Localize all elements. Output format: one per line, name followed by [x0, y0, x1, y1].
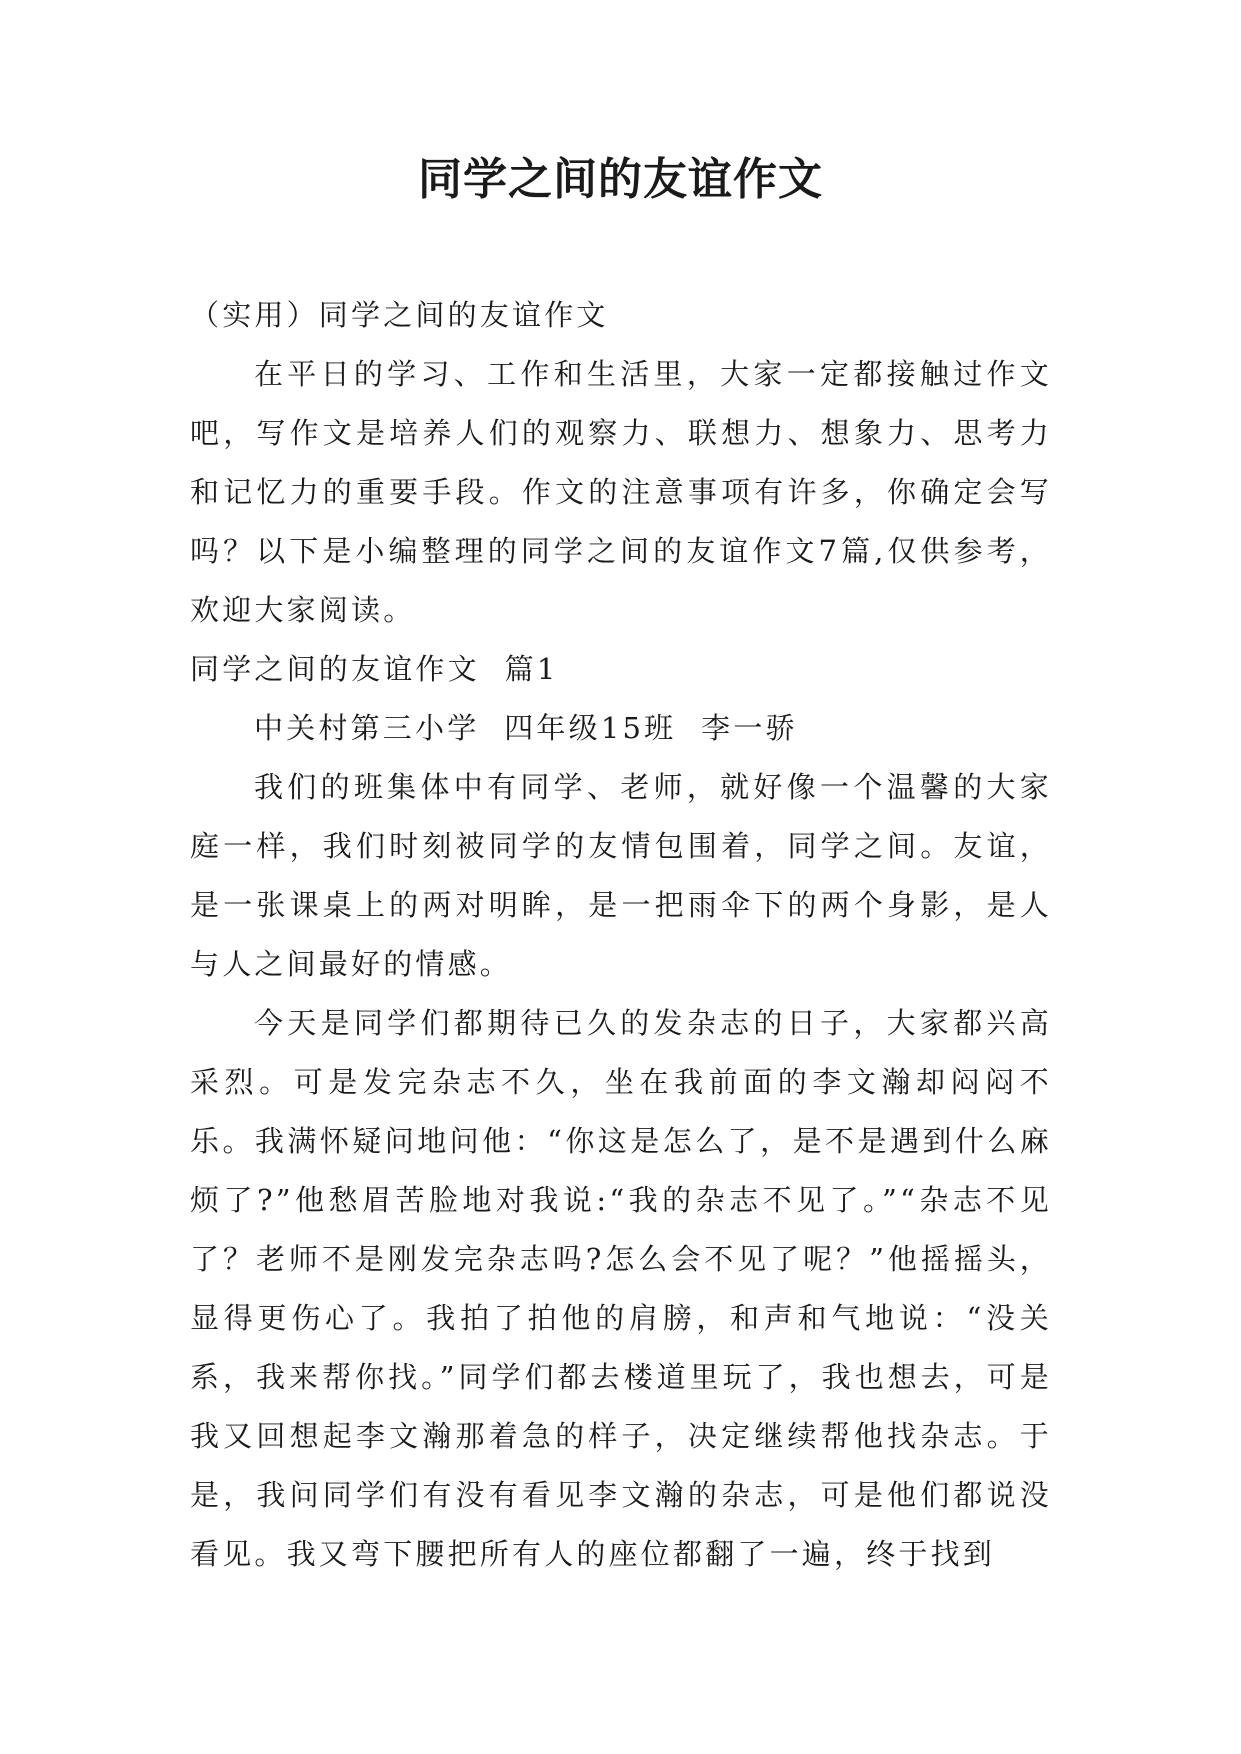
document-subtitle: （实用）同学之间的友谊作文	[190, 298, 609, 332]
body-paragraph: 我们的班集体中有同学、老师，就好像一个温馨的大家庭一样，我们时刻被同学的友情包围着，同学之间。友谊，是一张课桌上的两对明眸，是一把雨伞下的两个身影，是人与人之间最好的情感。	[190, 770, 1052, 981]
document-title: 同学之间的友谊作文	[418, 154, 823, 205]
body-paragraph: 今天是同学们都期待已久的发杂志的日子，大家都兴高采烈。可是发完杂志不久，坐在我前面的李文瀚却闷闷不乐。我满怀疑问地问他：“你这是怎么了，是不是遇到什么麻烦了?”他愁眉苦脸地对我说:“我的杂志不见了。”“杂志不见了？老师不是刚发完杂志吗?怎么会不见了呢？”他摇摇头，显得更伤心了。我拍了拍他的肩膀，和声和气地说：“没关系，我来帮你找。”同学们都去楼道里玩了，我也想去，可是我又回想起李文瀚那着急的样子，决定继续帮他找杂志。于是，我问同学们有没有看见李文瀚的杂志，可是他们都说没看见。我又弯下腰把所有人的座位都翻了一遍，终于找到	[190, 1006, 1052, 1571]
byline: 中关村第三小学 四年级15班 李一骄	[254, 711, 798, 745]
document-body	[190, 286, 1052, 1584]
intro-paragraph: 在平日的学习、工作和生活里，大家一定都接触过作文吧，写作文是培养人们的观察力、联想力、想象力、思考力和记忆力的重要手段。作文的注意事项有许多，你确定会写吗？以下是小编整理的同学之间的友谊作文7篇,仅供参考，欢迎大家阅读。	[190, 357, 1052, 627]
section-heading: 同学之间的友谊作文 篇1	[190, 652, 559, 686]
